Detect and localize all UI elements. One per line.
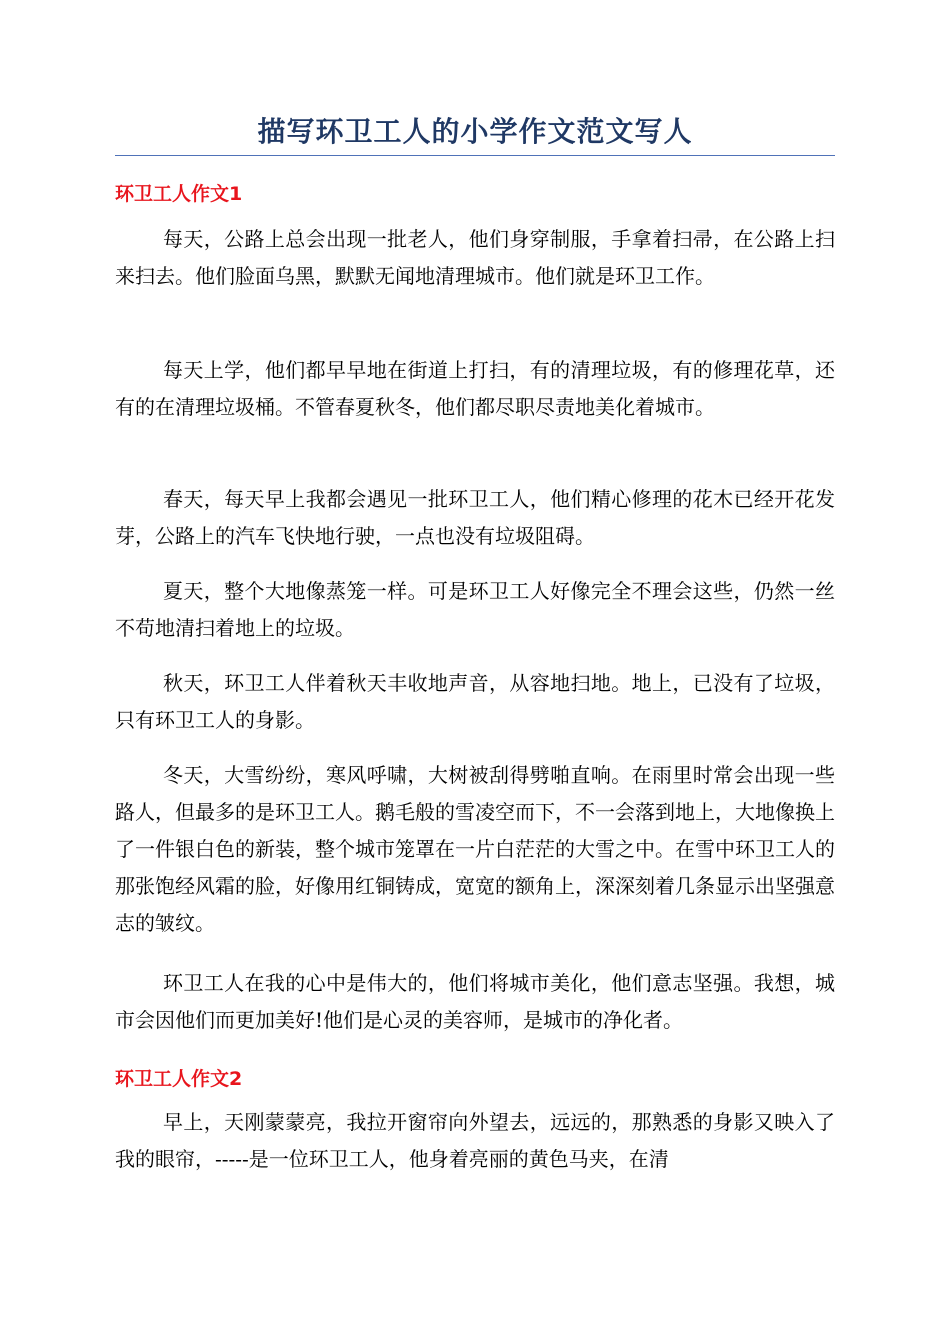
paragraph: 夏天，整个大地像蒸笼一样。可是环卫工人好像完全不理会这些，仍然一丝不苟地清扫着地上的垃圾。 (115, 579, 835, 640)
paragraph: 每天，公路上总会出现一批老人，他们身穿制服，手拿着扫帚，在公路上扫来扫去。他们脸面乌黑，默默无闻地清理城市。他们就是环卫工作。 (115, 227, 835, 288)
paragraph: 环卫工人在我的心中是伟大的，他们将城市美化，他们意志坚强。我想，城市会因他们而更加美好!他们是心灵的美容师，是城市的净化者。 (115, 971, 835, 1032)
paragraph: 秋天，环卫工人伴着秋天丰收地声音，从容地扫地。地上，已没有了垃圾，只有环卫工人的身影。 (115, 671, 835, 732)
document-title: 描写环卫工人的小学作文范文写人 (257, 115, 693, 148)
paragraph: 春天，每天早上我都会遇见一批环卫工人，他们精心修理的花木已经开花发芽，公路上的汽车飞快地行驶，一点也没有垃圾阻碍。 (115, 487, 835, 548)
section-heading-1: 环卫工人作文1 (115, 183, 243, 205)
title-underline (115, 155, 835, 156)
section-heading-2: 环卫工人作文2 (115, 1068, 243, 1090)
paragraph: 早上，天刚蒙蒙亮，我拉开窗帘向外望去，远远的，那熟悉的身影又映入了我的眼帘，-----是一位环卫工人，他身着亮丽的黄色马夹，在清 (115, 1110, 835, 1171)
paragraph: 冬天，大雪纷纷，寒风呼啸，大树被刮得劈啪直响。在雨里时常会出现一些路人，但最多的是环卫工人。鹅毛般的雪凌空而下，不一会落到地上，大地像换上了一件银白色的新装，整个城市笼罩在一片白茫茫的大雪之中。在雪中环卫工人的那张饱经风霜的脸，好像用红铜铸成，宽宽的额角上，深深刻着几条显示出坚强意志的皱纹。 (115, 763, 835, 935)
paragraph: 每天上学，他们都早早地在街道上打扫，有的清理垃圾，有的修理花草，还有的在清理垃圾桶。不管春夏秋冬，他们都尽职尽责地美化着城市。 (115, 358, 835, 419)
